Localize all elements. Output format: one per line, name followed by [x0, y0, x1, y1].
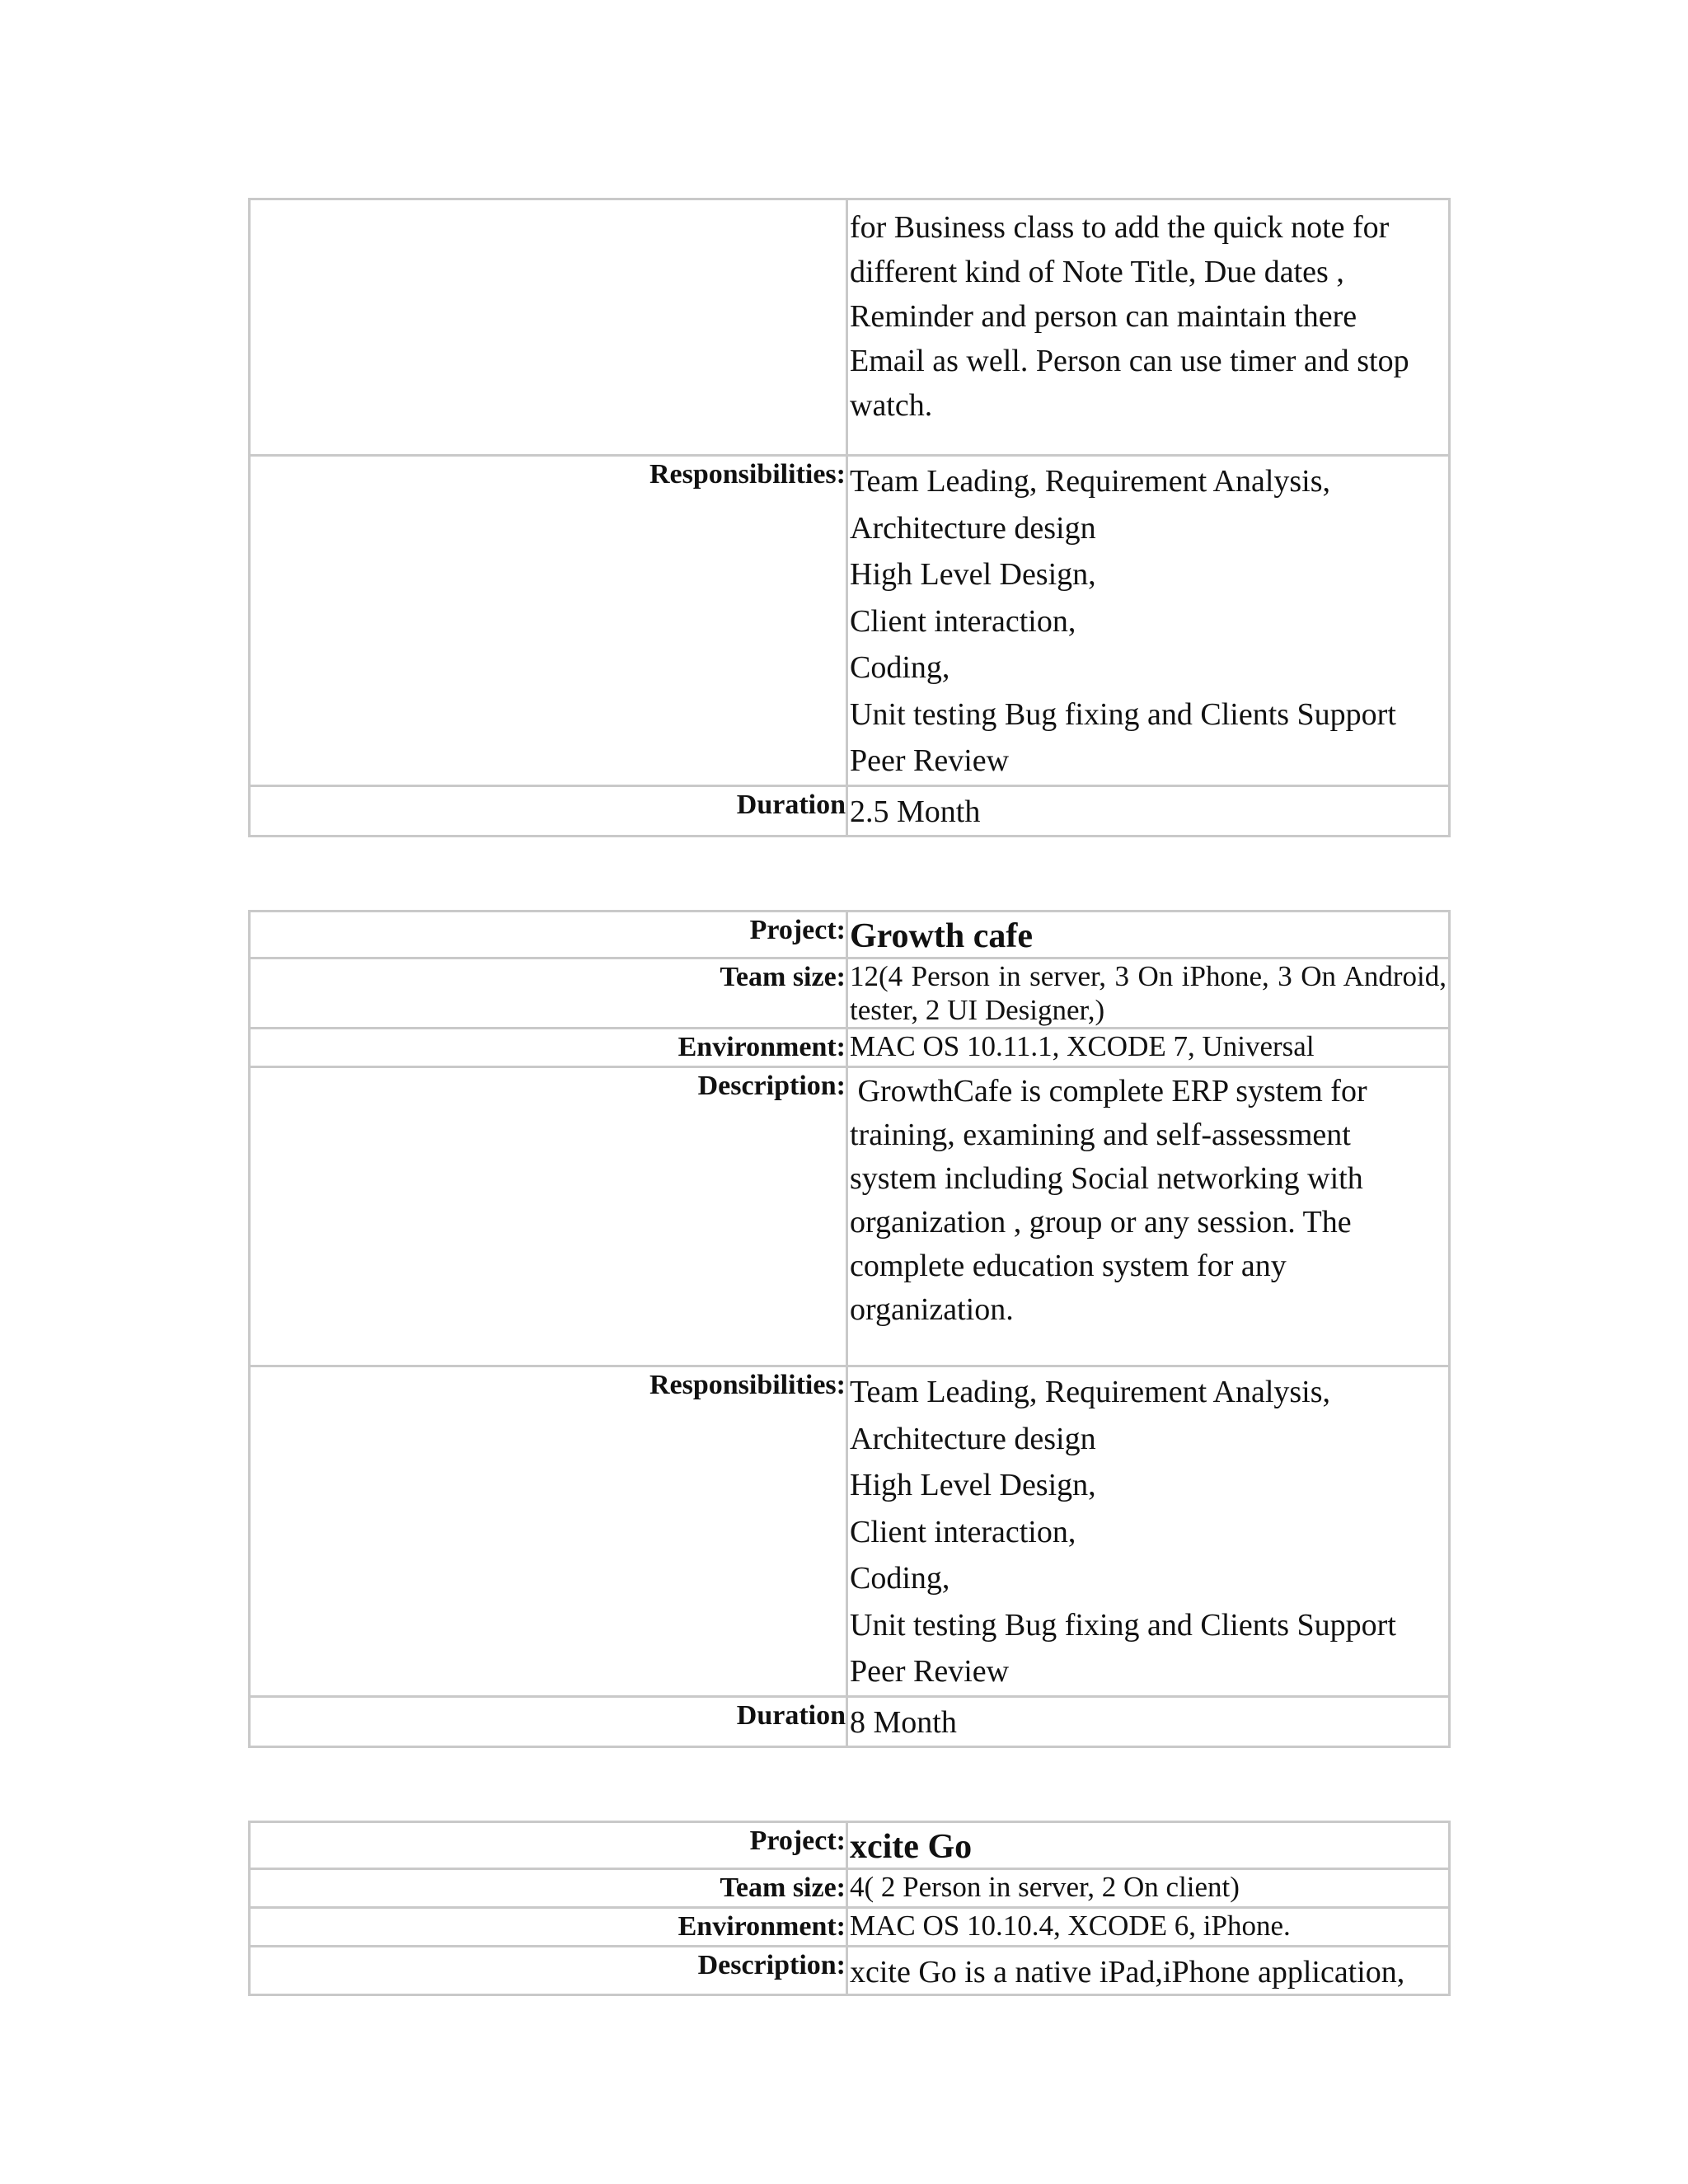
environment-row: [250, 1908, 1450, 1947]
responsibility-item: Unit testing Bug fixing and Clients Support: [850, 1607, 1396, 1643]
duration-row: [250, 785, 1450, 836]
description-row: [250, 1067, 1450, 1366]
responsibility-item: Peer Review: [850, 1654, 1010, 1689]
team-size-value: 12(4 Person in server, 3 On iPhone, 3 On Android, tester, 2 UI Designer,): [847, 958, 1450, 1029]
project-table-xcite-go: [248, 1821, 1451, 1996]
environment-label: Environment:: [250, 1908, 847, 1947]
responsibility-item: Client interaction,: [850, 603, 1076, 639]
responsibilities-cell: [847, 456, 1450, 786]
description-line: training, examining and self-assessment: [850, 1118, 1351, 1152]
team-size-label: Team size:: [250, 958, 847, 1029]
responsibilities-label: Responsibilities:: [250, 456, 847, 786]
responsibility-item: Team Leading, Requirement Analysis,: [850, 1375, 1331, 1409]
environment-label: Environment:: [250, 1029, 847, 1067]
description-line: complete education system for any: [850, 1249, 1287, 1283]
environment-value: MAC OS 10.10.4, XCODE 6, iPhone.: [847, 1908, 1450, 1947]
environment-value: MAC OS 10.11.1, XCODE 7, Universal: [847, 1029, 1450, 1067]
duration-label: Duration: [250, 785, 847, 836]
responsibilities-cell: [847, 1366, 1450, 1697]
responsibility-item: High Level Design,: [850, 557, 1096, 592]
team-size-label: Team size:: [250, 1869, 847, 1908]
description-line: GrowthCafe is complete ERP system for: [850, 1074, 1367, 1108]
project-label: Project:: [250, 1822, 847, 1869]
project-table-continued: [248, 198, 1451, 837]
responsibilities-row: [250, 1366, 1450, 1697]
project-title: xcite Go: [847, 1822, 1450, 1869]
duration-label: Duration: [250, 1696, 847, 1746]
description-line: watch.: [850, 388, 933, 423]
duration-row: [250, 1696, 1450, 1746]
description-cell: [847, 1067, 1450, 1366]
responsibilities-label: Responsibilities:: [250, 1366, 847, 1697]
description-label: Description:: [250, 1947, 847, 1995]
responsibility-item: High Level Design,: [850, 1468, 1096, 1502]
responsibility-item: Coding,: [850, 650, 950, 685]
description-line: for Business class to add the quick note for: [850, 210, 1390, 245]
description-line: different kind of Note Title, Due dates ,: [850, 255, 1344, 289]
responsibility-item: Architecture design: [850, 510, 1096, 546]
project-row: [250, 912, 1450, 958]
description-line: organization.: [850, 1292, 1014, 1327]
responsibility-item: Coding,: [850, 1561, 950, 1596]
team-size-row: [250, 1869, 1450, 1908]
responsibilities-row: [250, 456, 1450, 786]
description-row: [250, 1947, 1450, 1995]
description-value: xcite Go is a native iPad,iPhone application,: [847, 1947, 1450, 1995]
description-line: Email as well. Person can use timer and stop: [850, 344, 1409, 378]
description-line: Reminder and person can maintain there: [850, 299, 1357, 334]
project-table-growth-cafe: [248, 910, 1451, 1748]
project-row: [250, 1822, 1450, 1869]
responsibility-item: Peer Review: [850, 743, 1010, 778]
description-line: system including Social networking with: [850, 1161, 1363, 1196]
team-size-value: 4( 2 Person in server, 2 On client): [847, 1869, 1450, 1908]
description-cell: [847, 199, 1450, 456]
description-label-cell: [250, 199, 847, 456]
team-size-row: [250, 958, 1450, 1029]
environment-row: [250, 1029, 1450, 1067]
project-label: Project:: [250, 912, 847, 958]
duration-value: 2.5 Month: [847, 785, 1450, 836]
description-label: Description:: [250, 1067, 847, 1366]
responsibility-item: Architecture design: [850, 1421, 1096, 1456]
responsibility-item: Team Leading, Requirement Analysis,: [850, 464, 1331, 499]
description-line: organization , group or any session. The: [850, 1205, 1352, 1240]
description-row: [250, 199, 1450, 456]
duration-value: 8 Month: [847, 1696, 1450, 1746]
responsibility-item: Client interaction,: [850, 1514, 1076, 1549]
project-title: Growth cafe: [847, 912, 1450, 958]
responsibility-item: Unit testing Bug fixing and Clients Support: [850, 696, 1396, 732]
